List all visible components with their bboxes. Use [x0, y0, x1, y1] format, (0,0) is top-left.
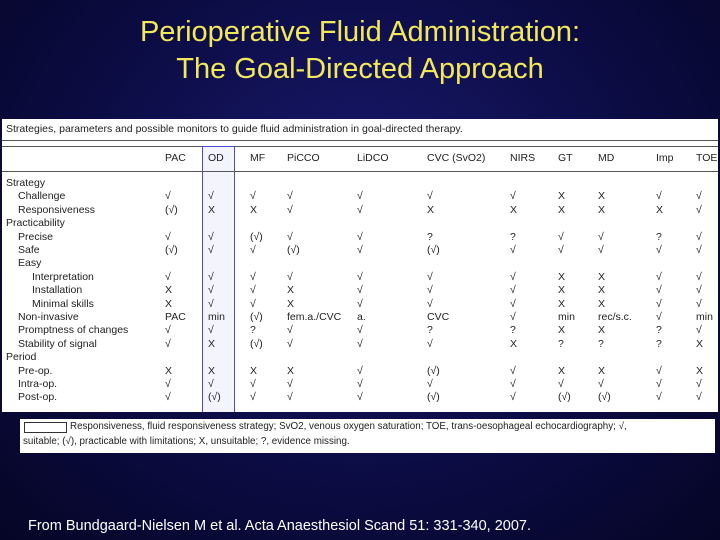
row-label: Period — [6, 351, 37, 364]
footnote-line-2: suitable; (√), practicable with limitations; X, unsuitable; ?, evidence missing. — [23, 436, 350, 447]
table-cell: √ — [208, 270, 214, 283]
table-cell: (√) — [287, 244, 300, 256]
table-cell: √ — [208, 284, 214, 297]
table-cell: X — [656, 203, 664, 216]
table-cell: √ — [287, 270, 293, 283]
table-cell: √ — [287, 337, 293, 350]
table-cell: √ — [250, 270, 256, 283]
table-row — [2, 365, 718, 378]
table-cell: √ — [696, 324, 702, 337]
table-row — [2, 231, 718, 244]
table-cell: (√) — [208, 391, 221, 404]
table-cell: X — [165, 297, 173, 310]
slide-title — [0, 14, 720, 88]
table-cell: √ — [165, 337, 171, 350]
table-cell: X — [510, 203, 518, 216]
table-cell: √ — [598, 378, 604, 390]
table-cell: √ — [287, 190, 293, 203]
table-cell: ? — [656, 230, 662, 243]
column-header: TOE — [696, 152, 718, 164]
table-cell: √ — [510, 391, 516, 404]
row-label: Precise — [18, 230, 54, 243]
table-cell: X — [287, 364, 295, 377]
table-cell: X — [250, 203, 258, 216]
table-cell: √ — [250, 297, 256, 310]
row-label: Minimal skills — [32, 297, 94, 310]
table-cell: √ — [357, 203, 363, 216]
table-cell: √ — [558, 244, 564, 256]
table-cell: X — [558, 203, 566, 216]
table-cell: √ — [427, 378, 433, 390]
table-cell: √ — [357, 284, 363, 297]
column-header: PiCCO — [287, 152, 320, 164]
column-header: MF — [250, 152, 266, 164]
table-cell: √ — [427, 190, 433, 203]
table-cell: √ — [357, 297, 363, 310]
table-cell: √ — [208, 378, 214, 390]
table-cell: PAC — [165, 311, 186, 323]
table-cell: √ — [208, 244, 214, 256]
table-cell: √ — [696, 203, 702, 216]
table-cell: √ — [427, 297, 433, 310]
table-cell: √ — [696, 190, 702, 203]
table-cell: (√) — [427, 244, 440, 256]
column-header: CVC (SvO2) — [427, 152, 486, 164]
table-cell: X — [250, 364, 258, 377]
table-cell: X — [558, 284, 566, 297]
row-label: Easy — [18, 257, 42, 270]
table-row — [2, 177, 718, 190]
table-cell: X — [208, 337, 216, 350]
table-cell: X — [558, 190, 566, 203]
table-cell: √ — [357, 190, 363, 203]
table-cell: √ — [696, 270, 702, 283]
table-cell: √ — [427, 337, 433, 350]
table-cell: (√) — [250, 311, 263, 323]
column-header: MD — [598, 152, 615, 164]
column-header: Imp — [656, 152, 674, 164]
table-cell: √ — [656, 311, 662, 323]
table-cell: √ — [357, 391, 363, 404]
table-cell: X — [598, 364, 606, 377]
table-row — [2, 351, 718, 364]
table-footnote — [20, 419, 715, 453]
table-cell: √ — [250, 190, 256, 203]
table-cell: X — [208, 203, 216, 216]
row-label: Strategy — [6, 177, 46, 189]
table-cell: √ — [287, 324, 293, 337]
table-cell: ? — [510, 230, 516, 243]
table-cell: X — [696, 337, 704, 350]
table-cell: X — [287, 297, 295, 310]
table-cell: √ — [656, 364, 662, 377]
table-cell: min — [558, 311, 575, 323]
table-cell: √ — [427, 284, 433, 297]
table-cell: X — [208, 364, 216, 377]
row-label: Interpretation — [32, 270, 94, 283]
table-cell: √ — [357, 270, 363, 283]
slide-title-line-2: The Goal-Directed Approach — [176, 53, 544, 85]
table-cell: X — [558, 364, 566, 377]
row-label: Safe — [18, 244, 40, 256]
slide-title-line-1: Perioperative Fluid Administration: — [139, 16, 581, 48]
table-cell: √ — [598, 230, 604, 243]
row-label: Intra-op. — [18, 378, 58, 390]
table-cell: X — [427, 203, 435, 216]
table-cell: CVC — [427, 311, 450, 323]
table-row — [2, 391, 718, 404]
row-label: Practicability — [6, 217, 65, 230]
table-cell: √ — [250, 378, 256, 390]
table-cell: √ — [165, 378, 171, 390]
table-cell: √ — [165, 324, 171, 337]
table-cell: √ — [696, 297, 702, 310]
table-cell: ? — [598, 337, 604, 350]
table-cell: X — [598, 203, 606, 216]
table-cell: √ — [510, 284, 516, 297]
table-cell: (√) — [250, 337, 263, 350]
row-label: Installation — [32, 284, 83, 297]
table-cell: X — [165, 284, 173, 297]
table-cell: X — [696, 364, 704, 377]
fluid-monitor-table — [2, 119, 718, 412]
table-cell: √ — [357, 378, 363, 390]
table-cell: √ — [696, 378, 702, 390]
row-label: Stability of signal — [18, 337, 97, 350]
table-cell: √ — [250, 284, 256, 297]
table-cell: X — [598, 284, 606, 297]
table-row — [2, 311, 718, 324]
table-cell: √ — [208, 190, 214, 203]
column-header: GT — [558, 152, 573, 164]
table-cell: √ — [287, 230, 293, 243]
table-cell: (√) — [165, 244, 178, 256]
table-cell: (√) — [250, 230, 263, 243]
table-cell: min — [208, 311, 225, 323]
table-row — [2, 284, 718, 297]
table-cell: √ — [510, 270, 516, 283]
row-label: Non-invasive — [18, 311, 79, 323]
table-cell: √ — [357, 244, 363, 256]
table-cell: √ — [165, 230, 171, 243]
table-cell: (√) — [427, 391, 440, 404]
table-cell: √ — [510, 364, 516, 377]
table-cell: √ — [165, 391, 171, 404]
table-cell: √ — [208, 324, 214, 337]
table-cell: (√) — [598, 391, 611, 404]
source-citation: From Bundgaard-Nielsen M et al. Acta Anaesthesiol Scand 51: 331-340, 2007. — [28, 518, 531, 534]
table-cell: X — [598, 297, 606, 310]
table-cell: X — [558, 270, 566, 283]
table-cell: √ — [696, 391, 702, 404]
table-cell: √ — [208, 230, 214, 243]
table-cell: X — [598, 324, 606, 337]
table-cell: √ — [250, 244, 256, 256]
table-cell: √ — [656, 284, 662, 297]
table-cell: √ — [510, 190, 516, 203]
table-cell: min — [696, 311, 713, 323]
table-cell: (√) — [165, 203, 178, 216]
table-cell: √ — [208, 297, 214, 310]
table-row — [2, 190, 718, 203]
table-top-rule — [2, 140, 718, 141]
row-label: Responsiveness — [18, 203, 96, 216]
table-cell: √ — [427, 270, 433, 283]
table-cell: √ — [165, 190, 171, 203]
table-cell: √ — [696, 284, 702, 297]
table-cell: √ — [656, 391, 662, 404]
row-label: Pre-op. — [18, 364, 53, 377]
table-cell: X — [287, 284, 295, 297]
table-header-rule — [2, 171, 718, 172]
table-cell: ? — [427, 230, 433, 243]
table-cell: ? — [250, 324, 256, 337]
column-header: NIRS — [510, 152, 536, 164]
table-caption: Strategies, parameters and possible monitors to guide fluid administration in goal-directed therapy. — [6, 123, 463, 135]
table-cell: X — [598, 270, 606, 283]
table-cell: √ — [357, 364, 363, 377]
table-cell: √ — [510, 297, 516, 310]
table-cell: ? — [656, 324, 662, 337]
table-cell: √ — [165, 270, 171, 283]
column-header: LiDCO — [357, 152, 389, 164]
table-row — [2, 271, 718, 284]
table-cell: ? — [427, 324, 433, 337]
table-cell: √ — [656, 244, 662, 256]
table-cell: √ — [510, 244, 516, 256]
row-label: Challenge — [18, 190, 66, 203]
table-cell: fem.a./CVC — [287, 311, 342, 323]
footnote-line-1: Responsiveness, fluid responsiveness strategy; SvO2, venous oxygen saturation; TOE, trans-oesophageal echocardiography; √, — [70, 421, 627, 432]
table-cell: √ — [510, 378, 516, 390]
table-cell: √ — [250, 391, 256, 404]
table-cell: X — [510, 337, 518, 350]
table-cell: √ — [656, 190, 662, 203]
row-label: Promptness of changes — [18, 324, 129, 337]
table-row — [2, 324, 718, 337]
table-cell: √ — [558, 378, 564, 390]
table-cell: √ — [357, 337, 363, 350]
table-cell: a. — [357, 311, 366, 323]
table-cell: X — [558, 297, 566, 310]
table-cell: X — [165, 364, 173, 377]
table-cell: √ — [357, 230, 363, 243]
table-row — [2, 204, 718, 217]
table-cell: √ — [287, 391, 293, 404]
table-cell: X — [558, 324, 566, 337]
table-cell: rec/s.c. — [598, 311, 632, 323]
table-cell: √ — [598, 244, 604, 256]
column-header: OD — [208, 152, 224, 164]
table-cell: √ — [656, 270, 662, 283]
table-cell: √ — [287, 203, 293, 216]
table-cell: √ — [510, 311, 516, 323]
table-row — [2, 217, 718, 230]
table-top-rule-2 — [2, 146, 718, 147]
table-cell: √ — [696, 230, 702, 243]
table-cell: X — [598, 190, 606, 203]
table-cell: ? — [558, 337, 564, 350]
column-header: PAC — [165, 152, 186, 164]
table-cell: √ — [357, 324, 363, 337]
table-row — [2, 298, 718, 311]
table-cell: √ — [558, 230, 564, 243]
table-row — [2, 257, 718, 270]
table-cell: (√) — [558, 391, 571, 404]
row-label: Post-op. — [18, 391, 58, 404]
table-cell: √ — [656, 378, 662, 390]
table-row — [2, 378, 718, 391]
footnote-box — [24, 422, 67, 433]
table-cell: ? — [656, 337, 662, 350]
table-cell: (√) — [427, 364, 440, 377]
table-cell: √ — [696, 244, 702, 256]
table-cell: √ — [287, 378, 293, 390]
table-cell: ? — [510, 324, 516, 337]
table-row — [2, 338, 718, 351]
table-cell: √ — [656, 297, 662, 310]
table-row — [2, 244, 718, 257]
